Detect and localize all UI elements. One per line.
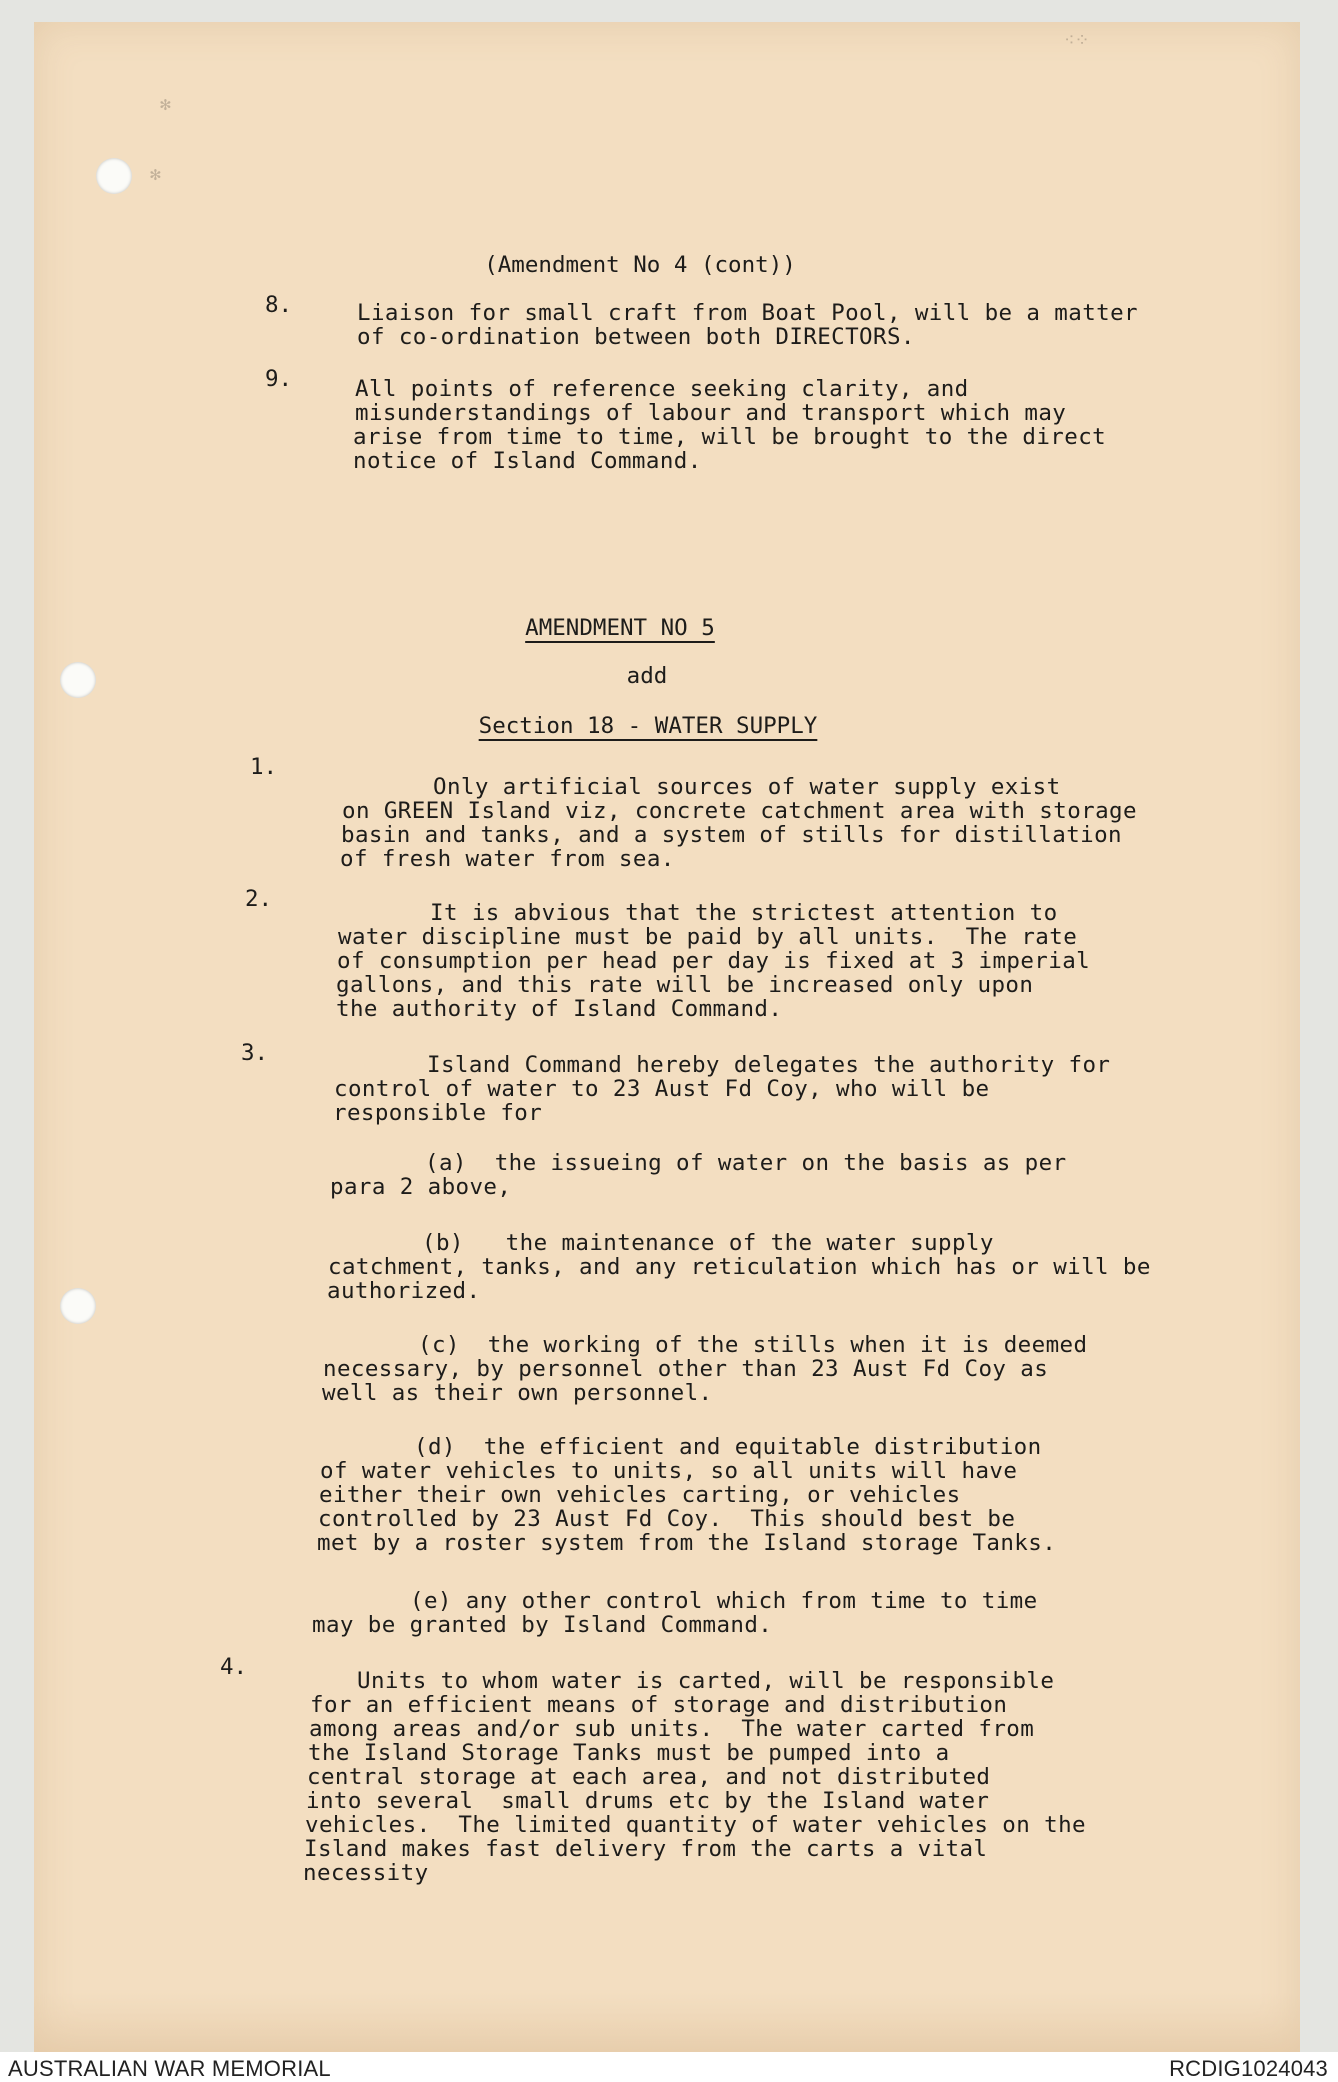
footer-record-id: RCDIG1024043 (1169, 2056, 1328, 2081)
para-4-line-7: vehicles. The limited quantity of water vehicles on the (305, 1812, 1086, 1838)
item-9-line-4: notice of Island Command. (353, 448, 702, 474)
punch-hole-bottom (60, 1288, 96, 1324)
subitem-c-line-3: well as their own personnel. (322, 1380, 713, 1406)
para-3-line-2: control of water to 23 Aust Fd Coy, who will be (334, 1076, 990, 1102)
para-4-line-2: for an efficient means of storage and distribution (310, 1692, 1008, 1718)
para-2-line-5: the authority of Island Command. (336, 996, 783, 1022)
para-4-line-1: Units to whom water is carted, will be responsible (357, 1668, 1055, 1694)
item-9-line-2: misunderstandings of labour and transport which may (355, 400, 1067, 426)
para-2-line-4: gallons, and this rate will be increased only upon (336, 972, 1034, 998)
para-1-number: 1. (250, 754, 278, 780)
subitem-d-line-5: met by a roster system from the Island storage Tanks. (317, 1530, 1057, 1556)
subitem-d-line-3: either their own vehicles carting, or vehicles (319, 1482, 961, 1508)
archive-footer (0, 2052, 1338, 2082)
section-18-heading: Section 18 - WATER SUPPLY (478, 713, 818, 739)
para-1-line-3: basin and tanks, and a system of stills for distillation (341, 822, 1122, 848)
ink-smudge-left: ✻ (160, 94, 171, 115)
subitem-b-line-2: catchment, tanks, and any reticulation which has or will be (328, 1254, 1151, 1280)
para-4-number: 4. (220, 1654, 248, 1680)
subitem-c-line-2: necessary, by personnel other than 23 Aust Fd Coy as (323, 1356, 1049, 1382)
para-1-line-1: Only artificial sources of water supply exist (433, 774, 1061, 800)
para-3-line-3: responsible for (333, 1100, 543, 1126)
para-1-line-4: of fresh water from sea. (340, 846, 675, 872)
para-2-number: 2. (245, 886, 273, 912)
item-8-line-2: of co-ordination between both DIRECTORS. (357, 324, 915, 350)
para-2-line-2: water discipline must be paid by all units. The rate (338, 924, 1078, 950)
punch-hole-middle (60, 662, 96, 698)
amendment-4-continued-heading: (Amendment No 4 (cont)) (484, 252, 796, 278)
amendment-5-add: add (626, 663, 668, 689)
para-4-line-6: into several small drums etc by the Island water (306, 1788, 990, 1814)
subitem-c-line-1: (c) the working of the stills when it is deemed (418, 1332, 1088, 1358)
para-3-line-1: Island Command hereby delegates the authority for (427, 1052, 1111, 1078)
subitem-e-line-2: may be granted by Island Command. (312, 1612, 773, 1638)
item-8-line-1: Liaison for small craft from Boat Pool, will be a matter (357, 300, 1138, 326)
para-4-line-3: among areas and/or sub units. The water carted from (309, 1716, 1035, 1742)
ink-smudge-top: ⁖⁘ (1064, 30, 1090, 51)
para-4-line-5: central storage at each area, and not distributed (307, 1764, 991, 1790)
subitem-b-line-3: authorized. (327, 1278, 481, 1304)
item-9-line-1: All points of reference seeking clarity, and (355, 376, 969, 402)
para-2-line-3: of consumption per head per day is fixed at 3 imperial (337, 948, 1091, 974)
subitem-a-line-1: (a) the issueing of water on the basis as per (425, 1150, 1067, 1176)
subitem-d-line-4: controlled by 23 Aust Fd Coy. This should best be (318, 1506, 1016, 1532)
amendment-5-title: AMENDMENT NO 5 (525, 615, 715, 641)
item-9-number: 9. (265, 366, 293, 392)
para-4-line-4: the Island Storage Tanks must be pumped into a (308, 1740, 950, 1766)
para-3-number: 3. (241, 1040, 269, 1066)
para-4-line-9: necessity (303, 1860, 429, 1886)
footer-institution: AUSTRALIAN WAR MEMORIAL (8, 2056, 331, 2081)
subitem-b-line-1: (b) the maintenance of the water supply (422, 1230, 994, 1256)
subitem-e-line-1: (e) any other control which from time to time (410, 1588, 1038, 1614)
item-9-line-3: arise from time to time, will be brought to the direct (353, 424, 1107, 450)
punch-hole-top (96, 158, 132, 194)
ink-smudge-left-2: ✻ (150, 164, 161, 185)
para-1-line-2: on GREEN Island viz, concrete catchment area with storage (342, 798, 1137, 824)
para-4-line-8: Island makes fast delivery from the carts a vital (304, 1836, 988, 1862)
subitem-a-line-2: para 2 above, (330, 1174, 512, 1200)
subitem-d-line-2: of water vehicles to units, so all units will have (320, 1458, 1018, 1484)
para-2-line-1: It is abvious that the strictest attention to (430, 900, 1058, 926)
subitem-d-line-1: (d) the efficient and equitable distribution (414, 1434, 1042, 1460)
item-8-number: 8. (265, 292, 293, 318)
